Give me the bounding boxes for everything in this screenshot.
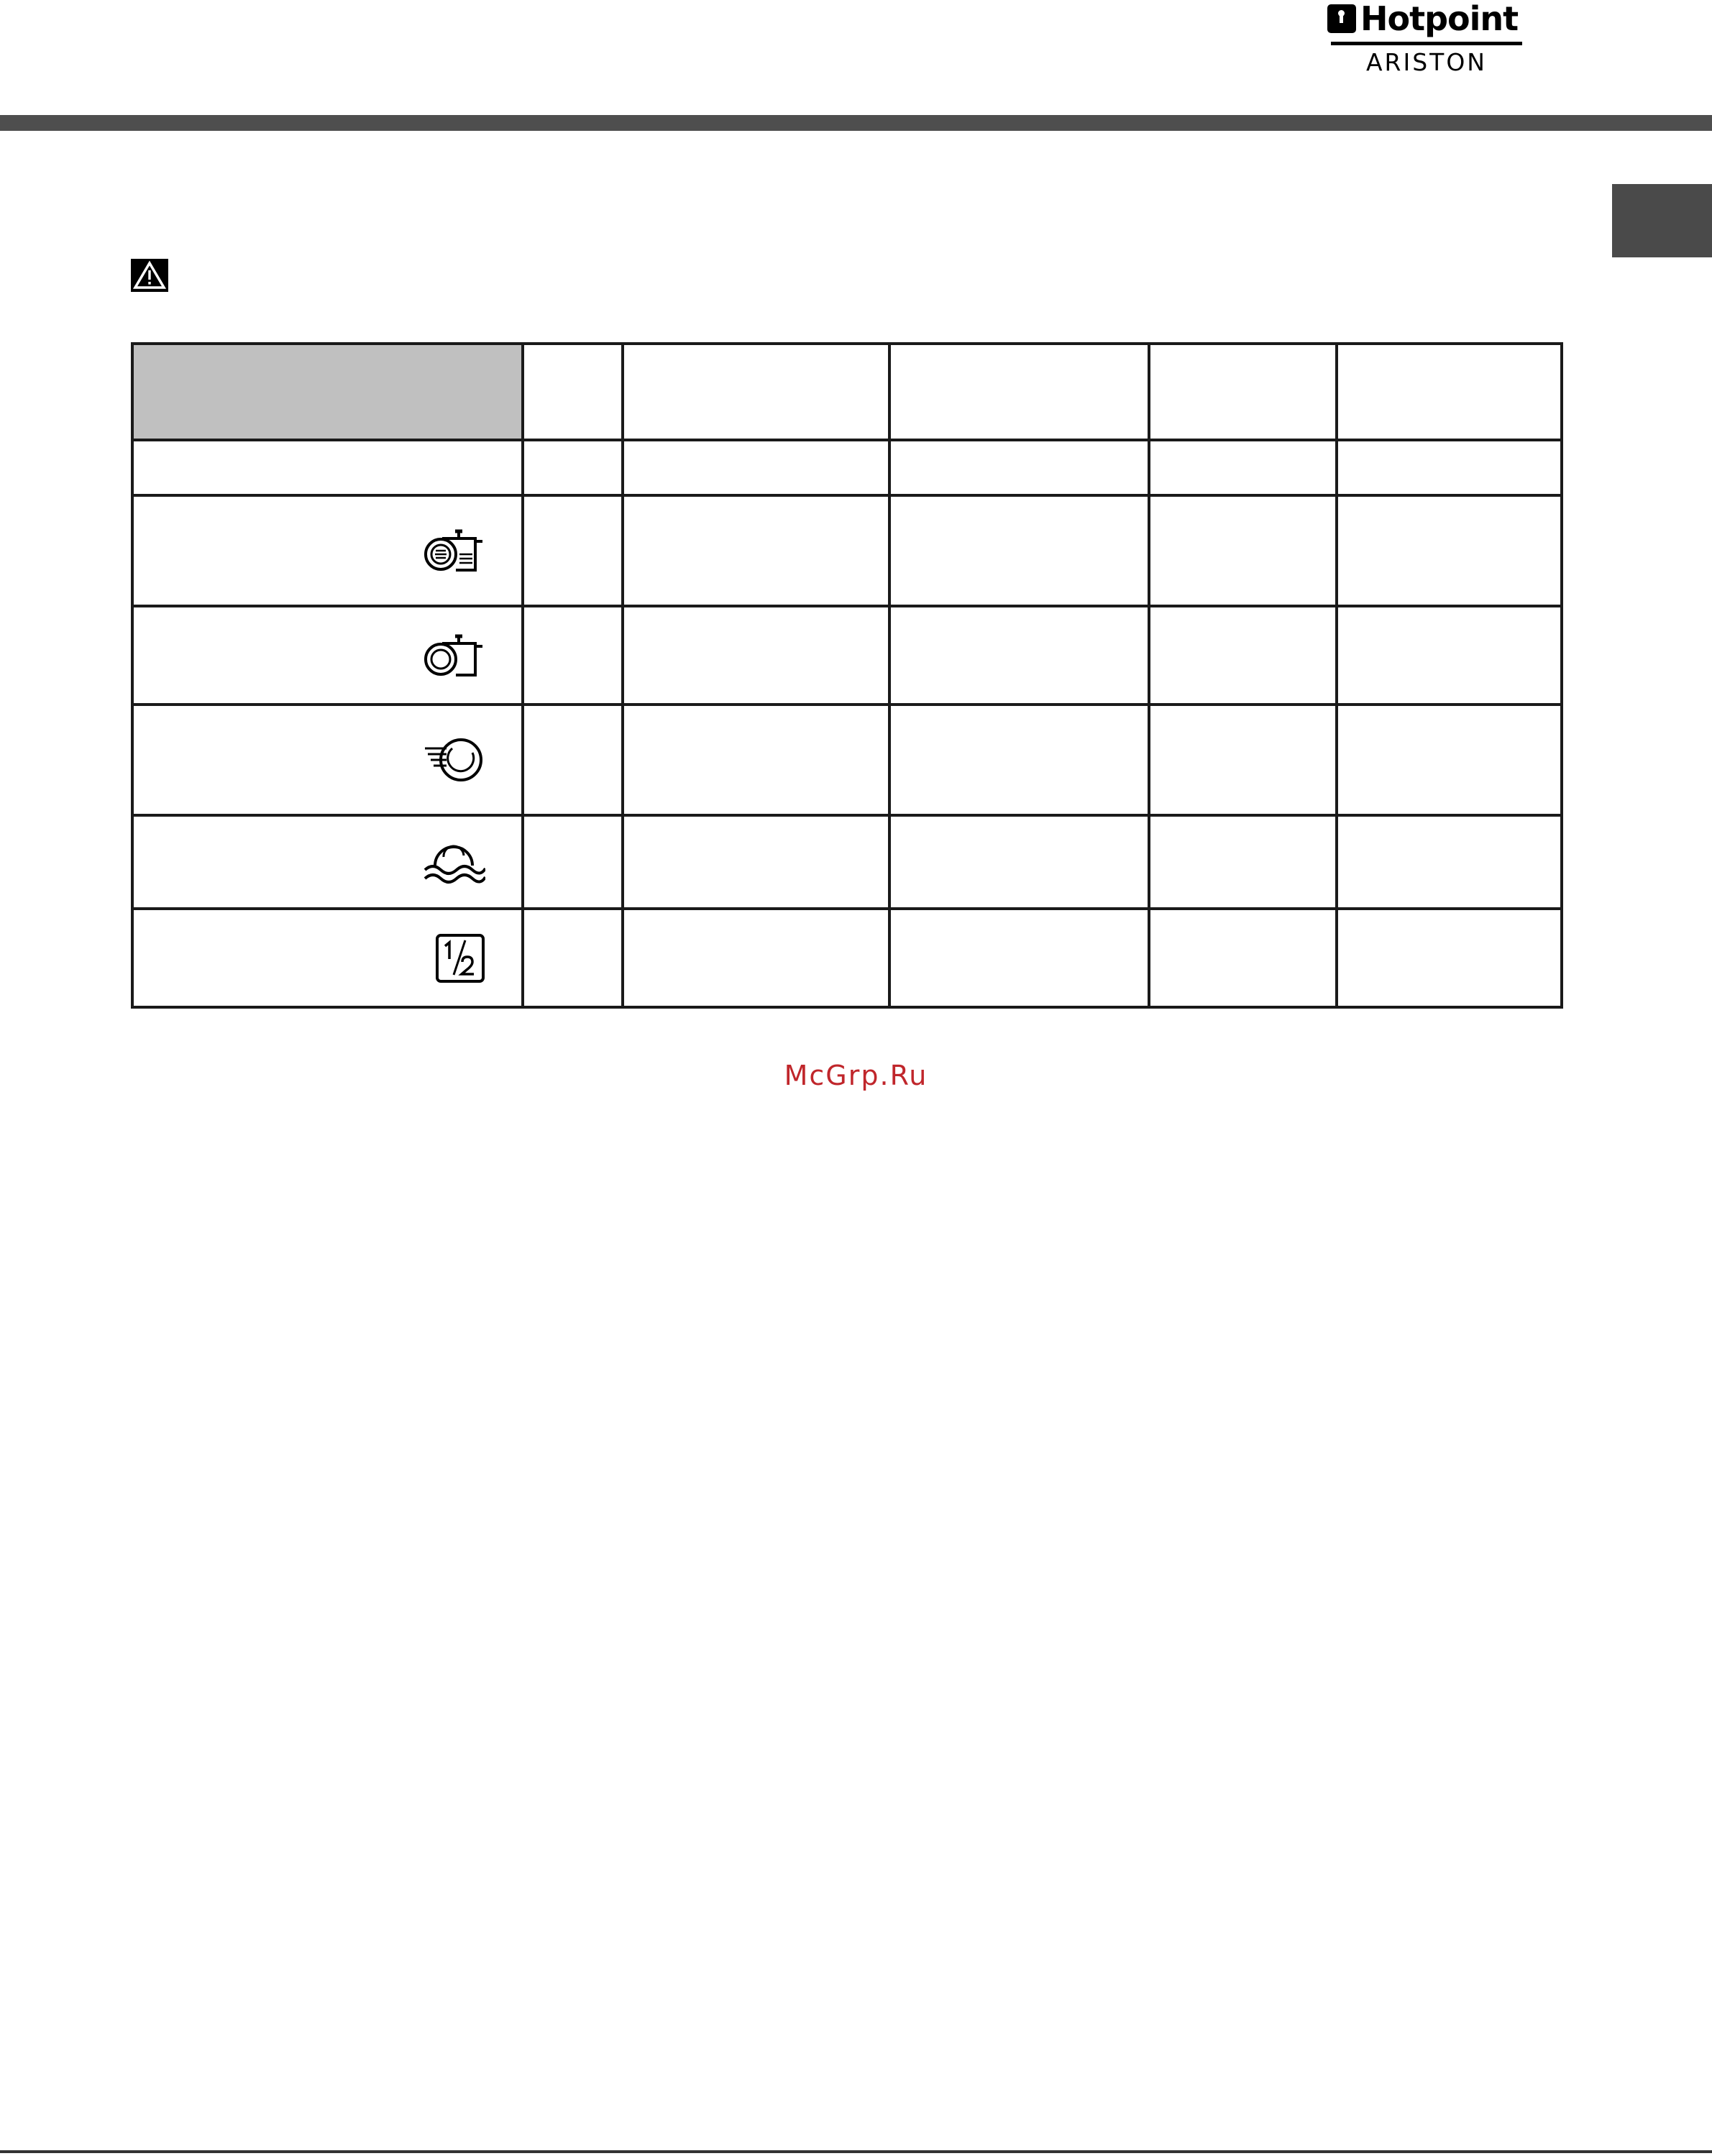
programme-cell	[132, 909, 523, 1007]
table-cell	[889, 440, 1149, 495]
table-row	[132, 495, 1562, 606]
table-cell	[1149, 705, 1337, 815]
table-cell	[1337, 440, 1562, 495]
table-cell	[889, 495, 1149, 606]
fast-plate-icon	[422, 737, 485, 783]
half-load-icon	[435, 933, 485, 983]
table-cell	[523, 440, 623, 495]
header-cell	[523, 344, 623, 440]
header-cell	[1337, 344, 1562, 440]
table-cell	[132, 440, 523, 495]
table-cell	[523, 495, 623, 606]
table-cell	[1149, 606, 1337, 705]
table-cell	[623, 815, 889, 909]
plate-waves-icon	[422, 838, 485, 886]
hotpoint-mark-icon	[1327, 4, 1356, 33]
table-cell	[623, 909, 889, 1007]
table-cell	[1337, 815, 1562, 909]
language-tab	[1612, 184, 1712, 257]
sub-brand-name: ARISTON	[1365, 48, 1487, 76]
table-cell	[1149, 909, 1337, 1007]
table-cell	[623, 440, 889, 495]
programmes-table	[131, 342, 1563, 1009]
brand-name: Hotpoint	[1360, 0, 1519, 38]
table-cell	[1337, 705, 1562, 815]
table-row	[132, 440, 1562, 495]
header-cell	[1149, 344, 1337, 440]
table-cell	[523, 606, 623, 705]
table-row	[132, 705, 1562, 815]
table-cell	[623, 705, 889, 815]
table-cell	[1337, 495, 1562, 606]
table-cell	[1337, 606, 1562, 705]
programme-cell	[132, 606, 523, 705]
header-cell	[889, 344, 1149, 440]
table-cell	[1149, 440, 1337, 495]
programme-cell	[132, 705, 523, 815]
table-cell	[523, 815, 623, 909]
warning-triangle-icon	[131, 259, 168, 292]
watermark-link[interactable]: McGrp.Ru	[784, 1060, 928, 1091]
programme-cell	[132, 815, 523, 909]
footer-rule	[0, 2150, 1712, 2153]
pot-plate-lines-icon	[422, 528, 485, 573]
table-header-row	[132, 344, 1562, 440]
table-cell	[1149, 815, 1337, 909]
table-row	[132, 815, 1562, 909]
table-cell	[623, 495, 889, 606]
brand-rule	[1331, 42, 1522, 45]
table-cell	[889, 909, 1149, 1007]
header-cell-programme	[132, 344, 523, 440]
brand-logo	[1327, 0, 1529, 81]
header-cell	[623, 344, 889, 440]
table-row	[132, 909, 1562, 1007]
table-cell	[1149, 495, 1337, 606]
table-cell	[623, 606, 889, 705]
table-cell	[523, 705, 623, 815]
header-bar	[0, 115, 1712, 131]
programme-cell	[132, 495, 523, 606]
brand-row	[1327, 0, 1518, 37]
pot-plate-icon	[422, 633, 485, 678]
table-cell	[523, 909, 623, 1007]
table-cell	[889, 815, 1149, 909]
table-cell	[889, 705, 1149, 815]
table-row	[132, 606, 1562, 705]
table-cell	[1337, 909, 1562, 1007]
table-cell	[889, 606, 1149, 705]
